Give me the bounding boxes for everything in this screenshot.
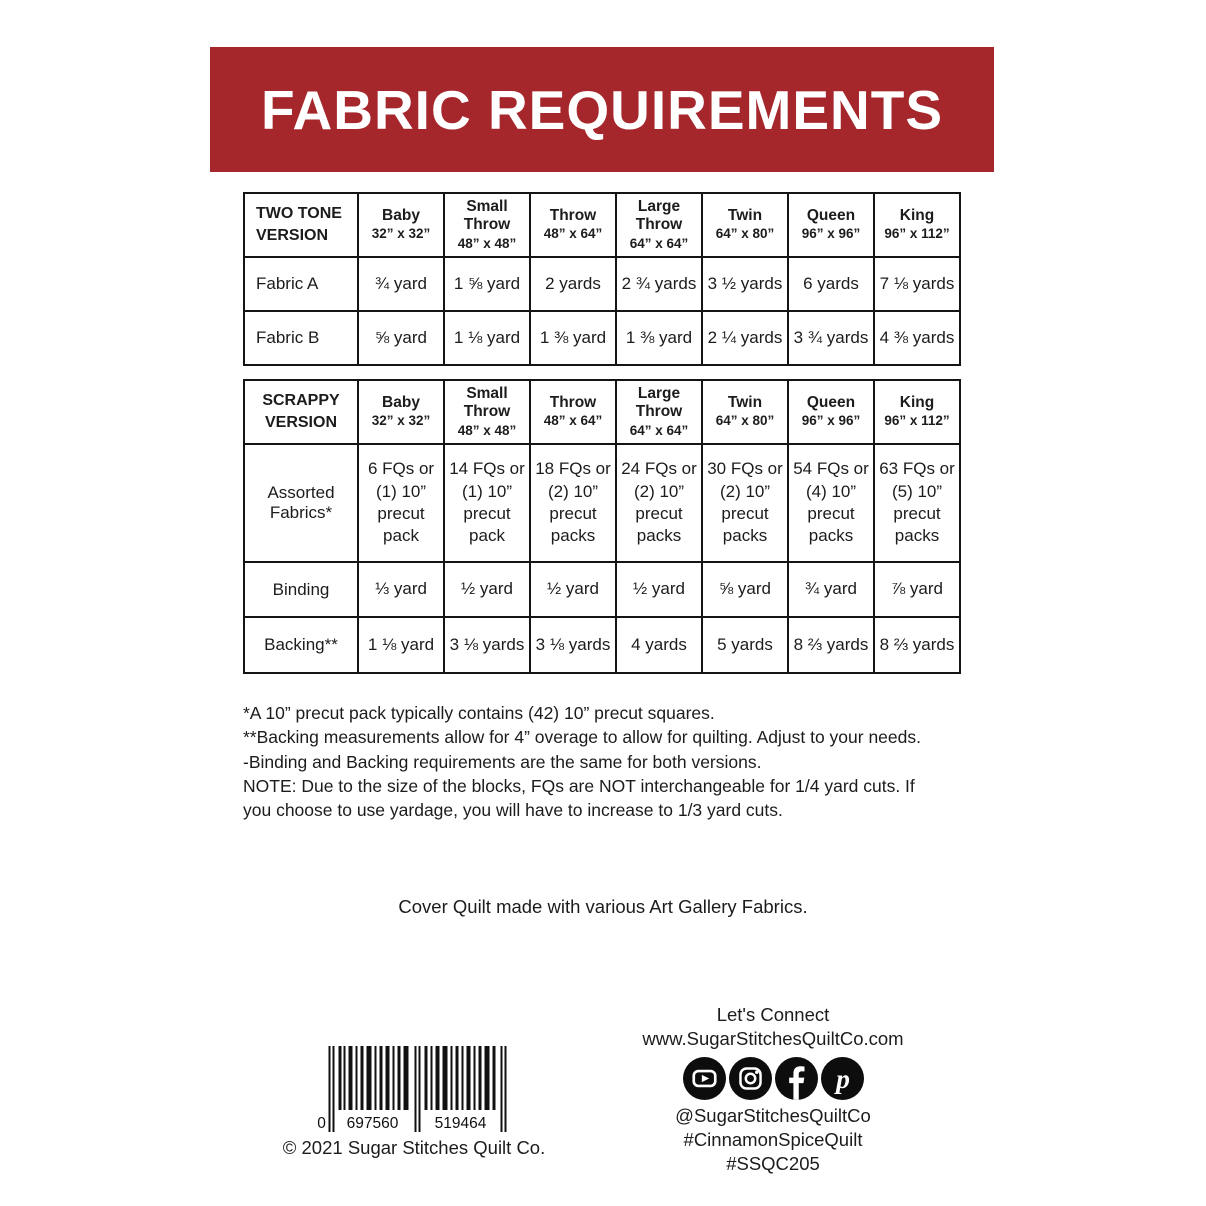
title-banner <box>210 47 994 172</box>
column-header <box>444 193 530 257</box>
note-line: **Backing measurements allow for 4” overage to allow for quilting. Adjust to your needs. <box>243 727 921 748</box>
value-cell: 6 FQs or (1) 10” precut pack <box>358 444 444 562</box>
column-header <box>702 380 788 444</box>
column-header <box>874 193 960 257</box>
table-version-label: TWO TONE VERSION <box>244 193 358 257</box>
value-cell: ⅞ yard <box>874 562 960 617</box>
footnotes <box>243 701 943 823</box>
value-cell: 2 yards <box>530 257 616 311</box>
row-label: Binding <box>244 562 358 617</box>
note-line: *A 10” precut pack typically contains (42) 10” precut squares. <box>243 703 715 723</box>
size-dimensions: 96” x 112” <box>884 413 950 429</box>
value-cell: 63 FQs or (5) 10” precut packs <box>874 444 960 562</box>
table-row <box>244 562 960 617</box>
barcode-left-digits: 697560 <box>346 1115 398 1132</box>
instagram-icon <box>729 1057 772 1100</box>
two-tone-table <box>243 192 961 366</box>
size-name: Small Throw <box>463 384 511 421</box>
note-line: -Binding and Backing requirements are the same for both versions. <box>243 751 762 772</box>
size-dimensions: 48” x 48” <box>457 422 517 438</box>
row-label: Fabric B <box>244 311 358 365</box>
table-version-label: SCRAPPY VERSION <box>244 380 358 444</box>
size-name: King <box>899 207 935 225</box>
value-cell: 1 ⅜ yard <box>530 311 616 365</box>
size-name: Baby <box>382 394 420 412</box>
value-cell: 6 yards <box>788 257 874 311</box>
value-cell: 3 ⅛ yards <box>444 617 530 673</box>
row-label: Assorted Fabrics* <box>244 444 358 562</box>
value-cell: 18 FQs or (2) 10” precut packs <box>530 444 616 562</box>
column-header <box>616 380 702 444</box>
barcode <box>312 1046 517 1134</box>
value-cell: 7 ⅛ yards <box>874 257 960 311</box>
column-header <box>788 193 874 257</box>
value-cell: 1 ⅜ yard <box>616 311 702 365</box>
size-name: Twin <box>727 207 763 225</box>
connect-title: Let's Connect <box>716 1004 830 1025</box>
size-name: Twin <box>727 394 763 412</box>
column-header <box>874 380 960 444</box>
svg-text:p: p <box>835 1063 850 1095</box>
size-dimensions: 96” x 96” <box>801 413 861 429</box>
size-name: Throw <box>549 207 597 225</box>
value-cell: 8 ⅔ yards <box>874 617 960 673</box>
value-cell: 3 ¾ yards <box>788 311 874 365</box>
value-cell: 5 yards <box>702 617 788 673</box>
value-cell: 30 FQs or (2) 10” precut packs <box>702 444 788 562</box>
size-name: Small Throw <box>463 197 511 234</box>
scrappy-table <box>243 379 961 674</box>
value-cell: 2 ¼ yards <box>702 311 788 365</box>
value-cell: 1 ⅝ yard <box>444 257 530 311</box>
size-dimensions: 96” x 96” <box>801 226 861 242</box>
barcode-lead-digit: 0 <box>316 1115 326 1132</box>
column-header <box>788 380 874 444</box>
value-cell: ⅓ yard <box>358 562 444 617</box>
pinterest-icon <box>821 1057 864 1100</box>
value-cell: 24 FQs or (2) 10” precut packs <box>616 444 702 562</box>
value-cell: 2 ¾ yards <box>616 257 702 311</box>
value-cell: ½ yard <box>444 562 530 617</box>
column-header <box>530 380 616 444</box>
size-dimensions: 64” x 64” <box>629 235 689 251</box>
column-header <box>616 193 702 257</box>
social-icons-row <box>613 1057 933 1100</box>
value-cell: 1 ⅛ yard <box>444 311 530 365</box>
size-dimensions: 32” x 32” <box>371 413 431 429</box>
value-cell: 14 FQs or (1) 10” precut pack <box>444 444 530 562</box>
size-name: Large Throw <box>635 384 683 421</box>
size-dimensions: 48” x 64” <box>543 226 603 242</box>
size-dimensions: 64” x 80” <box>715 226 775 242</box>
facebook-icon <box>775 1057 818 1100</box>
connect-block <box>613 1002 933 1177</box>
size-dimensions: 96” x 112” <box>884 226 950 242</box>
column-header <box>358 380 444 444</box>
size-name: Queen <box>806 394 856 412</box>
column-header <box>358 193 444 257</box>
copyright-text: © 2021 Sugar Stitches Quilt Co. <box>282 1137 546 1158</box>
value-cell: ⅝ yard <box>702 562 788 617</box>
value-cell: 8 ⅔ yards <box>788 617 874 673</box>
value-cell: 4 yards <box>616 617 702 673</box>
value-cell: ½ yard <box>530 562 616 617</box>
column-header <box>530 193 616 257</box>
row-label: Backing** <box>244 617 358 673</box>
row-label: Fabric A <box>244 257 358 311</box>
fabric-requirement-tables <box>243 192 961 674</box>
youtube-icon <box>683 1057 726 1100</box>
size-dimensions: 32” x 32” <box>371 226 431 242</box>
barcode-right-digits: 519464 <box>434 1115 486 1132</box>
table-row <box>244 257 960 311</box>
value-cell: 54 FQs or (4) 10” precut packs <box>788 444 874 562</box>
value-cell: ½ yard <box>616 562 702 617</box>
hashtag-quilt: #CinnamonSpiceQuilt <box>683 1129 863 1150</box>
note-line: NOTE: Due to the size of the blocks, FQs are NOT interchangeable for 1/4 yard cuts. If you choose to use yardage, you will have to increase to 1/3 yard cuts. <box>243 775 915 821</box>
value-cell: 3 ½ yards <box>702 257 788 311</box>
value-cell: ¾ yard <box>358 257 444 311</box>
size-dimensions: 64” x 80” <box>715 413 775 429</box>
value-cell: 3 ⅛ yards <box>530 617 616 673</box>
column-header <box>444 380 530 444</box>
social-handle: @SugarStitchesQuiltCo <box>675 1105 871 1126</box>
size-dimensions: 64” x 64” <box>629 422 689 438</box>
size-name: Large Throw <box>635 197 683 234</box>
hashtag-sku: #SSQC205 <box>726 1153 820 1174</box>
size-dimensions: 48” x 48” <box>457 235 517 251</box>
value-cell: 4 ⅜ yards <box>874 311 960 365</box>
size-name: King <box>899 394 935 412</box>
table-row <box>244 444 960 562</box>
value-cell: ⅝ yard <box>358 311 444 365</box>
size-name: Throw <box>549 394 597 412</box>
cover-quilt-note: Cover Quilt made with various Art Gallery Fabrics. <box>398 896 808 917</box>
page-title: FABRIC REQUIREMENTS <box>260 78 944 141</box>
website-text: www.SugarStitchesQuiltCo.com <box>642 1028 904 1049</box>
value-cell: ¾ yard <box>788 562 874 617</box>
column-header <box>702 193 788 257</box>
size-dimensions: 48” x 64” <box>543 413 603 429</box>
barcode-block <box>278 1046 550 1159</box>
size-name: Queen <box>806 207 856 225</box>
size-name: Baby <box>382 207 420 225</box>
value-cell: 1 ⅛ yard <box>358 617 444 673</box>
table-row <box>244 617 960 673</box>
table-row <box>244 311 960 365</box>
